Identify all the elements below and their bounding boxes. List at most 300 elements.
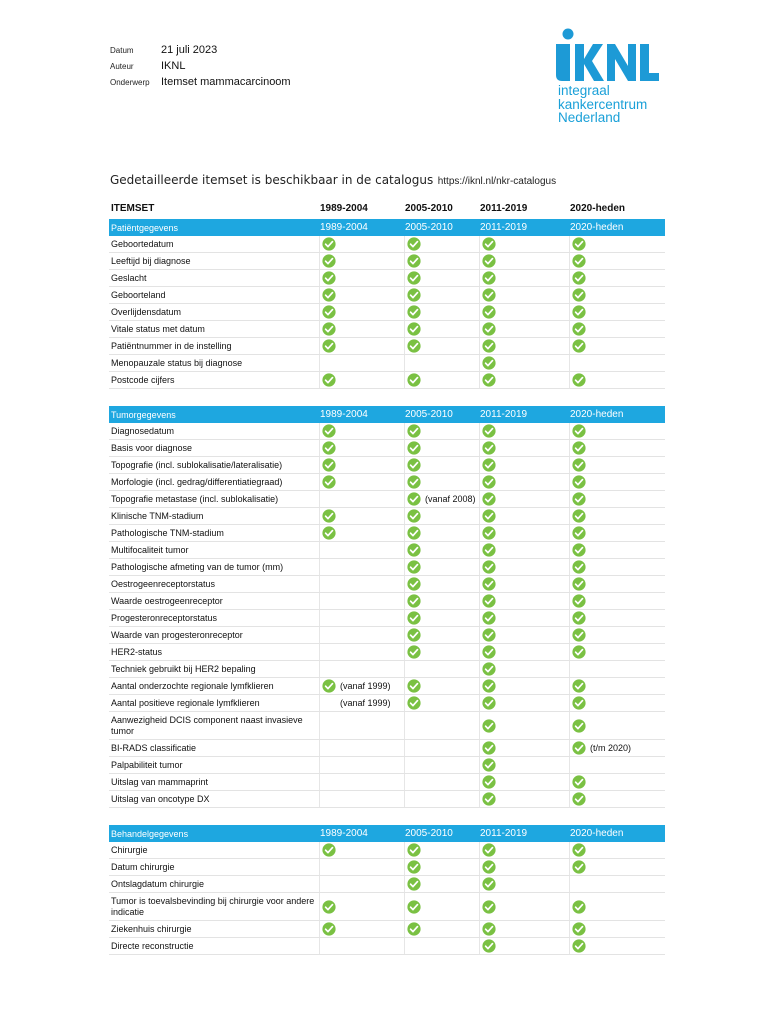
period-cell — [405, 576, 480, 592]
row-label: Pathologische afmeting van de tumor (mm) — [109, 559, 320, 575]
section-header-row — [109, 219, 665, 236]
check-icon — [407, 322, 421, 336]
check-icon — [572, 288, 586, 302]
check-icon — [572, 373, 586, 387]
row-label: BI-RADS classificatie — [109, 740, 320, 756]
table-row — [109, 236, 665, 253]
row-label: Morfologie (incl. gedrag/differentiatiegraad) — [109, 474, 320, 490]
check-icon — [482, 741, 496, 755]
check-icon — [572, 492, 586, 506]
check-icon — [322, 900, 336, 914]
row-label: Waarde oestrogeenreceptor — [109, 593, 320, 609]
table-row — [109, 576, 665, 593]
row-label: Basis voor diagnose — [109, 440, 320, 456]
row-label: Aantal positieve regionale lymfklieren — [109, 695, 320, 711]
period-cell — [320, 491, 405, 507]
catalog-link[interactable]: https://iknl.nl/nkr-catalogus — [437, 176, 557, 187]
period-cell — [570, 542, 665, 558]
section-period-label: 2005-2010 — [405, 828, 453, 839]
table-row — [109, 372, 665, 389]
table-row — [109, 644, 665, 661]
check-icon — [572, 860, 586, 874]
check-icon — [572, 543, 586, 557]
check-icon — [407, 305, 421, 319]
check-icon — [407, 843, 421, 857]
check-icon — [572, 560, 586, 574]
check-icon — [572, 792, 586, 806]
period-cell — [570, 321, 665, 337]
row-label: Geslacht — [109, 270, 320, 286]
table-row — [109, 774, 665, 791]
check-icon — [407, 543, 421, 557]
check-icon — [482, 611, 496, 625]
row-label: Directe reconstructie — [109, 938, 320, 954]
check-icon — [572, 611, 586, 625]
period-cell — [480, 757, 570, 773]
section-period-label: 2020-heden — [570, 222, 624, 233]
check-icon — [482, 860, 496, 874]
period-cell — [570, 474, 665, 490]
row-label: Klinische TNM-stadium — [109, 508, 320, 524]
check-icon — [322, 441, 336, 455]
period-cell — [405, 712, 480, 739]
check-icon — [572, 594, 586, 608]
check-icon — [572, 719, 586, 733]
table-row — [109, 791, 665, 808]
section-period-label: 2020-heden — [570, 409, 624, 420]
period-cell — [570, 457, 665, 473]
period-cell — [570, 525, 665, 541]
period-cell — [405, 338, 480, 354]
check-icon — [322, 373, 336, 387]
period-cell — [320, 372, 405, 388]
table-row — [109, 270, 665, 287]
check-icon — [322, 305, 336, 319]
check-icon — [482, 594, 496, 608]
check-icon — [322, 322, 336, 336]
check-icon — [407, 441, 421, 455]
check-icon — [322, 526, 336, 540]
itemset-table — [109, 203, 665, 955]
check-icon — [322, 679, 336, 693]
section-title: Patiëntgegevens — [111, 222, 179, 233]
table-row — [109, 457, 665, 474]
check-icon — [572, 628, 586, 642]
document-meta — [110, 44, 291, 92]
check-icon — [572, 696, 586, 710]
check-icon — [407, 645, 421, 659]
meta-date-label: Datum — [110, 46, 134, 55]
period-cell — [570, 627, 665, 643]
check-icon — [407, 526, 421, 540]
check-icon — [482, 758, 496, 772]
check-icon — [407, 458, 421, 472]
period-cell — [320, 938, 405, 954]
check-icon — [482, 322, 496, 336]
period-header: 2011-2019 — [480, 203, 528, 214]
period-cell — [405, 921, 480, 937]
period-cell — [405, 253, 480, 269]
check-icon — [407, 560, 421, 574]
period-cell — [570, 508, 665, 524]
period-cell — [570, 236, 665, 252]
heading-text: Gedetailleerde itemset is beschikbaar in de catalogus — [110, 173, 434, 187]
row-label: Aantal onderzochte regionale lymfklieren — [109, 678, 320, 694]
period-cell — [570, 355, 665, 371]
period-cell — [570, 423, 665, 439]
table-row — [109, 610, 665, 627]
row-label: Vitale status met datum — [109, 321, 320, 337]
period-cell — [570, 253, 665, 269]
row-label: Uitslag van oncotype DX — [109, 791, 320, 807]
logo-line-3: Nederland — [558, 110, 621, 125]
check-icon — [407, 373, 421, 387]
table-row — [109, 757, 665, 774]
row-label: Postcode cijfers — [109, 372, 320, 388]
period-cell — [480, 253, 570, 269]
check-icon — [482, 843, 496, 857]
period-cell — [570, 287, 665, 303]
period-cell — [570, 774, 665, 790]
table-row — [109, 542, 665, 559]
check-icon — [322, 475, 336, 489]
period-cell — [405, 440, 480, 456]
check-icon — [407, 237, 421, 251]
section-header-row — [109, 406, 665, 423]
period-cell — [320, 627, 405, 643]
period-cell — [570, 876, 665, 892]
check-icon — [572, 509, 586, 523]
check-icon — [482, 922, 496, 936]
check-icon — [482, 679, 496, 693]
period-cell — [320, 253, 405, 269]
check-icon — [482, 877, 496, 891]
period-cell — [570, 757, 665, 773]
period-cell — [570, 576, 665, 592]
section-period-label: 1989-2004 — [320, 222, 368, 233]
table-row — [109, 474, 665, 491]
check-icon — [572, 577, 586, 591]
period-cell — [320, 542, 405, 558]
period-cell — [405, 270, 480, 286]
check-icon — [322, 254, 336, 268]
check-icon — [572, 679, 586, 693]
period-cell — [405, 791, 480, 807]
period-cell — [480, 525, 570, 541]
period-cell — [405, 593, 480, 609]
period-cell — [405, 661, 480, 677]
row-label: Patiëntnummer in de instelling — [109, 338, 320, 354]
period-cell — [405, 304, 480, 320]
meta-subject-label: Onderwerp — [110, 78, 150, 87]
check-icon — [572, 254, 586, 268]
section-period-label: 2011-2019 — [480, 222, 528, 233]
row-label: Diagnosedatum — [109, 423, 320, 439]
row-label: Tumor is toevalsbevinding bij chirurgie voor andere indicatie — [109, 893, 320, 920]
period-note: (vanaf 1999) — [340, 698, 391, 708]
row-label: Palpabiliteit tumor — [109, 757, 320, 773]
check-icon — [482, 628, 496, 642]
row-label: Geboortedatum — [109, 236, 320, 252]
period-cell — [405, 508, 480, 524]
period-cell — [405, 893, 480, 920]
section-period-label: 2011-2019 — [480, 828, 528, 839]
check-icon — [482, 458, 496, 472]
period-cell — [320, 287, 405, 303]
check-icon — [482, 373, 496, 387]
iknl-logo-mark — [555, 28, 661, 84]
check-icon — [322, 458, 336, 472]
period-cell — [480, 627, 570, 643]
check-icon — [572, 441, 586, 455]
table-row — [109, 695, 665, 712]
period-cell — [480, 355, 570, 371]
section-period-label: 1989-2004 — [320, 409, 368, 420]
check-icon — [482, 526, 496, 540]
check-icon — [322, 237, 336, 251]
period-cell — [480, 921, 570, 937]
check-icon — [322, 922, 336, 936]
period-cell — [320, 457, 405, 473]
period-cell — [480, 372, 570, 388]
section-spacer — [109, 389, 665, 406]
period-cell — [320, 321, 405, 337]
itemset-title: ITEMSET — [111, 203, 155, 214]
check-icon — [407, 577, 421, 591]
check-icon — [407, 339, 421, 353]
meta-author — [110, 60, 291, 76]
row-label: Topografie metastase (incl. sublokalisatie) — [109, 491, 320, 507]
table-row — [109, 740, 665, 757]
period-cell — [570, 712, 665, 739]
period-cell — [405, 474, 480, 490]
period-cell — [320, 304, 405, 320]
period-cell — [570, 338, 665, 354]
row-label: Topografie (incl. sublokalisatie/lateralisatie) — [109, 457, 320, 473]
check-icon — [482, 509, 496, 523]
check-icon — [407, 611, 421, 625]
check-icon — [572, 237, 586, 251]
period-cell — [405, 355, 480, 371]
row-label: Chirurgie — [109, 842, 320, 858]
period-cell — [320, 593, 405, 609]
check-icon — [482, 254, 496, 268]
table-row — [109, 661, 665, 678]
period-cell — [480, 695, 570, 711]
period-cell — [320, 893, 405, 920]
period-cell — [405, 678, 480, 694]
logo-line-1: integraal — [558, 83, 610, 98]
period-header: 1989-2004 — [320, 203, 368, 214]
period-note: (vanaf 1999) — [340, 681, 391, 691]
check-icon — [572, 458, 586, 472]
table-row — [109, 842, 665, 859]
period-cell — [320, 876, 405, 892]
section-header-row — [109, 825, 665, 842]
period-cell — [570, 610, 665, 626]
period-cell — [480, 740, 570, 756]
check-icon — [572, 475, 586, 489]
table-row — [109, 287, 665, 304]
period-header: 2020-heden — [570, 203, 626, 214]
check-icon — [482, 696, 496, 710]
check-icon — [572, 322, 586, 336]
period-cell — [320, 525, 405, 541]
check-icon — [407, 922, 421, 936]
period-cell — [480, 610, 570, 626]
table-row — [109, 559, 665, 576]
period-cell — [480, 842, 570, 858]
check-icon — [572, 900, 586, 914]
period-cell — [320, 508, 405, 524]
check-icon — [572, 939, 586, 953]
period-cell — [405, 321, 480, 337]
period-cell — [570, 791, 665, 807]
period-cell — [480, 576, 570, 592]
check-icon — [482, 492, 496, 506]
period-cell — [405, 423, 480, 439]
check-icon — [482, 305, 496, 319]
period-cell — [480, 678, 570, 694]
check-icon — [407, 696, 421, 710]
period-cell — [320, 236, 405, 252]
check-icon — [572, 305, 586, 319]
period-cell — [320, 644, 405, 660]
period-note: (vanaf 2008) — [425, 494, 476, 504]
row-label: Techniek gebruikt bij HER2 bepaling — [109, 661, 320, 677]
check-icon — [482, 356, 496, 370]
check-icon — [572, 843, 586, 857]
period-cell — [480, 304, 570, 320]
section-period-label: 1989-2004 — [320, 828, 368, 839]
check-icon — [482, 900, 496, 914]
period-cell — [480, 542, 570, 558]
period-cell — [480, 491, 570, 507]
check-icon — [572, 775, 586, 789]
period-cell — [320, 774, 405, 790]
table-row — [109, 491, 665, 508]
section-spacer — [109, 808, 665, 825]
section-title: Behandelgegevens — [111, 828, 189, 839]
section-period-label: 2020-heden — [570, 828, 624, 839]
period-cell — [570, 859, 665, 875]
check-icon — [407, 900, 421, 914]
table-row — [109, 938, 665, 955]
table-row — [109, 304, 665, 321]
check-icon — [482, 792, 496, 806]
period-cell — [570, 491, 665, 507]
period-cell — [480, 644, 570, 660]
period-cell — [570, 593, 665, 609]
check-icon — [572, 922, 586, 936]
period-cell — [480, 457, 570, 473]
row-label: Overlijdensdatum — [109, 304, 320, 320]
check-icon — [322, 843, 336, 857]
check-icon — [482, 543, 496, 557]
check-icon — [482, 237, 496, 251]
check-icon — [572, 424, 586, 438]
check-icon — [407, 254, 421, 268]
catalog-heading — [110, 171, 556, 189]
check-icon — [407, 492, 421, 506]
period-cell — [480, 508, 570, 524]
check-icon — [322, 339, 336, 353]
period-cell — [405, 542, 480, 558]
period-cell — [480, 338, 570, 354]
period-cell — [480, 938, 570, 954]
period-cell — [320, 338, 405, 354]
period-cell — [570, 678, 665, 694]
table-row — [109, 712, 665, 740]
check-icon — [322, 288, 336, 302]
table-row — [109, 440, 665, 457]
period-cell — [480, 876, 570, 892]
period-cell — [570, 938, 665, 954]
period-cell — [405, 859, 480, 875]
period-cell — [570, 893, 665, 920]
check-icon — [482, 339, 496, 353]
period-cell — [405, 236, 480, 252]
section-title: Tumorgegevens — [111, 409, 176, 420]
row-label: Datum chirurgie — [109, 859, 320, 875]
logo-line-2: kankercentrum — [558, 96, 648, 112]
table-row — [109, 525, 665, 542]
table-row — [109, 859, 665, 876]
check-icon — [482, 475, 496, 489]
period-cell — [405, 938, 480, 954]
check-icon — [482, 560, 496, 574]
table-row — [109, 508, 665, 525]
check-icon — [407, 288, 421, 302]
period-cell — [570, 644, 665, 660]
check-icon — [322, 509, 336, 523]
table-row — [109, 253, 665, 270]
period-cell — [480, 423, 570, 439]
check-icon — [482, 775, 496, 789]
period-cell — [320, 440, 405, 456]
period-cell — [320, 610, 405, 626]
period-cell — [405, 876, 480, 892]
period-cell — [320, 661, 405, 677]
table-row — [109, 423, 665, 440]
check-icon — [407, 475, 421, 489]
iknl-logo — [555, 28, 665, 132]
period-cell — [405, 372, 480, 388]
row-label: Ontslagdatum chirurgie — [109, 876, 320, 892]
period-cell — [320, 695, 405, 711]
table-row — [109, 338, 665, 355]
table-row — [109, 355, 665, 372]
period-cell — [570, 740, 665, 756]
period-cell — [480, 593, 570, 609]
row-label: Multifocaliteit tumor — [109, 542, 320, 558]
period-cell — [570, 842, 665, 858]
table-row — [109, 593, 665, 610]
period-cell — [320, 355, 405, 371]
period-cell — [405, 457, 480, 473]
meta-author-label: Auteur — [110, 62, 134, 71]
period-cell — [320, 757, 405, 773]
row-label: Leeftijd bij diagnose — [109, 253, 320, 269]
table-row — [109, 893, 665, 921]
period-cell — [570, 695, 665, 711]
table-row — [109, 921, 665, 938]
period-cell — [320, 559, 405, 575]
period-cell — [405, 757, 480, 773]
period-cell — [570, 304, 665, 320]
section-period-label: 2011-2019 — [480, 409, 528, 420]
period-cell — [320, 921, 405, 937]
